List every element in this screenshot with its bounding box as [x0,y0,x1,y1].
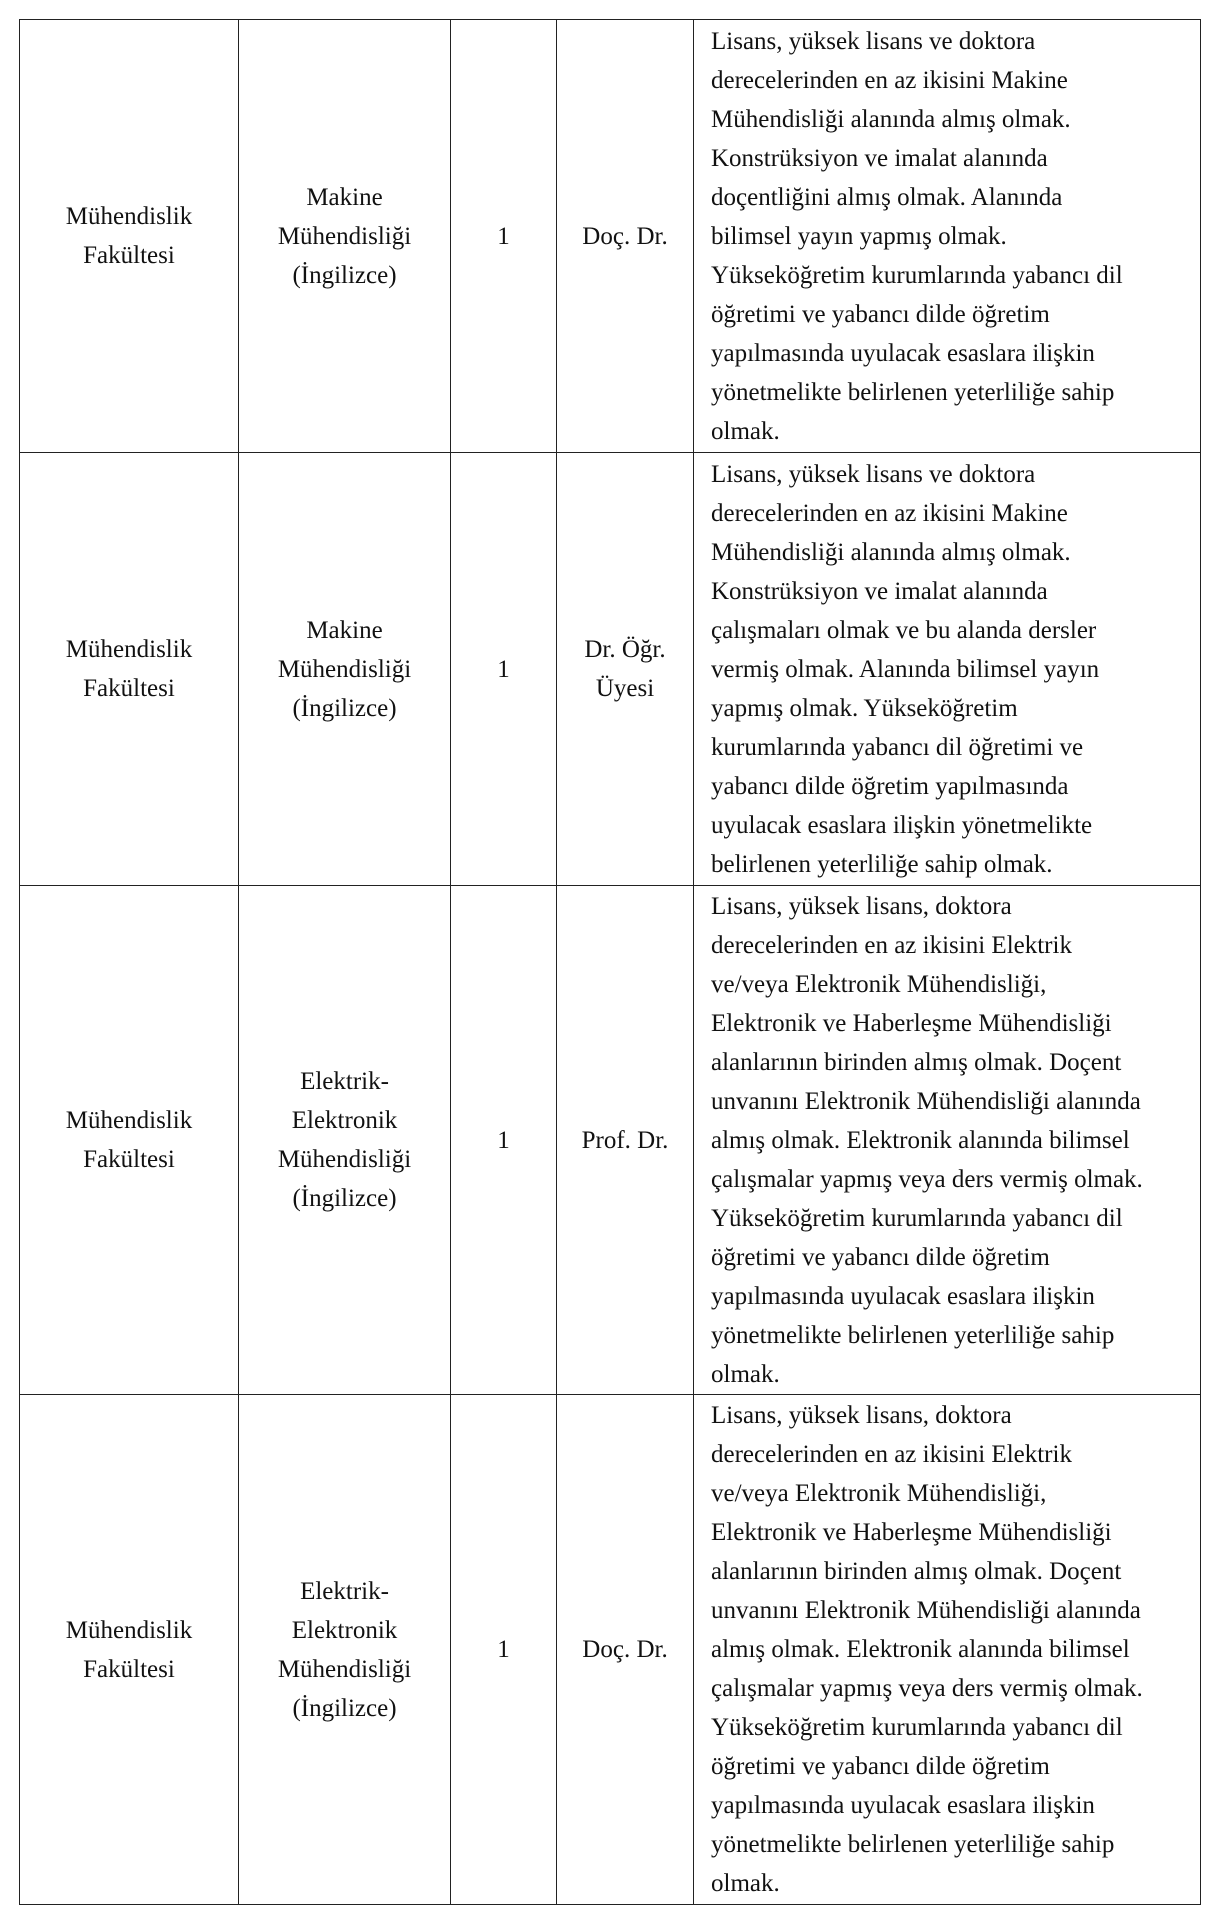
department-cell [239,20,451,453]
faculty-text: Fakültesi [83,242,175,269]
requirement-line: kurumlarında yabancı dil öğretimi ve [711,733,1084,761]
faculty-text: Mühendislik [65,636,193,663]
requirement-line: çalışmaları olmak ve bu alanda dersler [711,616,1097,644]
requirement-line: yapılmasında uyulacak esaslara ilişkin [711,1282,1095,1310]
requirements-cell [694,453,1201,886]
requirement-line: yapılmasında uyulacak esaslara ilişkin [711,1792,1095,1819]
requirement-line: bilimsel yayın yapmış olmak. [711,222,1007,250]
requirement-line: öğretimi ve yabancı dilde öğretim [711,1243,1050,1271]
faculty-text: Fakültesi [83,1655,175,1683]
requirement-line: Konstrüksiyon ve imalat alanında [711,577,1048,605]
requirement-line: derecelerinden en az ikisini Elektrik [711,931,1072,959]
requirement-line: olmak. [711,1870,780,1897]
department-text: Elektronik [291,1616,398,1644]
table-row [20,20,1201,453]
requirement-line: derecelerinden en az ikisini Elektrik [711,1441,1072,1468]
requirement-line: ve/veya Elektronik Mühendisliği, [711,1480,1047,1507]
requirements-cell [694,1395,1201,1905]
requirement-line: derecelerinden en az ikisini Makine [711,499,1068,527]
requirement-line: yönetmelikte belirlenen yeterliliğe sahip [711,1831,1115,1858]
requirement-line: ve/veya Elektronik Mühendisliği, [711,970,1047,998]
requirement-line: almış olmak. Elektronik alanında bilimsel [711,1126,1130,1154]
requirement-line: yönetmelikte belirlenen yeterliliğe sahip [711,1321,1115,1349]
requirement-line: alanlarının birinden almış olmak. Doçent [711,1048,1122,1076]
department-text: Mühendisliği [277,655,412,683]
title-cell [557,886,694,1395]
requirement-line: unvanını Elektronik Mühendisliği alanında [711,1597,1141,1624]
requirement-line: yönetmelikte belirlenen yeterliliğe sahip [711,378,1115,406]
requirement-line: uyulacak esaslara ilişkin yönetmelikte [711,811,1093,839]
requirement-line: Elektronik ve Haberleşme Mühendisliği [711,1009,1112,1037]
requirement-line: Yükseköğretim kurumlarında yabancı dil [711,1714,1123,1741]
count-cell [451,886,557,1395]
requirement-line: Mühendisliği alanında almış olmak. [711,105,1071,133]
position-count: 1 [497,1126,510,1154]
table-row [20,1395,1201,1905]
department-text: Mühendisliği [277,222,412,250]
position-count: 1 [497,655,510,683]
department-text: Elektrik- [300,1068,389,1095]
requirement-line: yabancı dilde öğretim yapılmasında [711,772,1069,800]
faculty-text: Fakültesi [83,1146,175,1173]
department-text: Makine [306,183,383,211]
title-cell [557,453,694,886]
table-row [20,453,1201,886]
department-cell [239,453,451,886]
requirement-line: öğretimi ve yabancı dilde öğretim [711,1753,1050,1780]
requirement-line: çalışmalar yapmış veya ders vermiş olmak. [711,1675,1143,1702]
requirement-line: yapılmasında uyulacak esaslara ilişkin [711,339,1095,367]
department-text: Makine [306,616,383,644]
requirement-line: çalışmalar yapmış veya ders vermiş olmak. [711,1165,1143,1193]
department-text: (İngilizce) [292,694,397,722]
count-cell [451,453,557,886]
requirement-line: olmak. [711,417,780,445]
title-cell [557,1395,694,1905]
requirement-line: unvanını Elektronik Mühendisliği alanında [711,1087,1141,1115]
count-cell [451,1395,557,1905]
requirement-line: almış olmak. Elektronik alanında bilimsel [711,1636,1130,1663]
requirements-cell [694,20,1201,453]
requirement-line: Konstrüksiyon ve imalat alanında [711,144,1048,172]
academic-title: Prof. Dr. [581,1126,669,1154]
requirement-line: öğretimi ve yabancı dilde öğretim [711,300,1050,328]
department-text: (İngilizce) [292,1185,397,1212]
academic-title: Üyesi [595,675,655,702]
faculty-text: Mühendislik [65,1616,193,1644]
requirement-line: vermiş olmak. Alanında bilimsel yayın [711,655,1100,683]
requirement-line: derecelerinden en az ikisini Makine [711,66,1068,94]
positions-table [19,19,1201,1905]
faculty-text: Mühendislik [65,1107,193,1134]
requirement-line: yapmış olmak. Yükseköğretim [711,694,1018,722]
faculty-text: Fakültesi [83,675,175,702]
department-cell [239,1395,451,1905]
department-text: Elektrik- [300,1577,389,1605]
requirement-line: doçentliğini almış olmak. Alanında [711,183,1063,211]
requirement-line: Lisans, yüksek lisans, doktora [711,892,1012,920]
department-text: Mühendisliği [277,1146,412,1173]
requirement-line: Lisans, yüksek lisans ve doktora [711,27,1036,55]
faculty-cell [20,453,239,886]
department-cell [239,886,451,1395]
faculty-cell [20,20,239,453]
requirements-cell [694,886,1201,1395]
requirement-line: Lisans, yüksek lisans ve doktora [711,460,1036,488]
department-text: Elektronik [291,1107,398,1134]
count-cell [451,20,557,453]
academic-title: Doç. Dr. [582,222,668,250]
position-count: 1 [497,222,510,250]
requirement-line: Lisans, yüksek lisans, doktora [711,1402,1012,1429]
department-text: (İngilizce) [292,261,397,289]
requirement-line: Yükseköğretim kurumlarında yabancı dil [711,1204,1123,1232]
requirement-line: olmak. [711,1360,780,1388]
academic-title: Dr. Öğr. [584,636,666,663]
requirement-line: belirlenen yeterliliğe sahip olmak. [711,850,1053,878]
requirement-line: Elektronik ve Haberleşme Mühendisliği [711,1519,1112,1546]
requirement-line: Yükseköğretim kurumlarında yabancı dil [711,261,1123,289]
position-count: 1 [497,1636,510,1663]
faculty-cell [20,1395,239,1905]
faculty-cell [20,886,239,1395]
table-row [20,886,1201,1395]
requirement-line: alanlarının birinden almış olmak. Doçent [711,1558,1122,1585]
title-cell [557,20,694,453]
faculty-text: Mühendislik [65,203,193,230]
department-text: (İngilizce) [292,1694,397,1722]
academic-title: Doç. Dr. [582,1636,668,1663]
requirement-line: Mühendisliği alanında almış olmak. [711,538,1071,566]
department-text: Mühendisliği [277,1655,412,1683]
